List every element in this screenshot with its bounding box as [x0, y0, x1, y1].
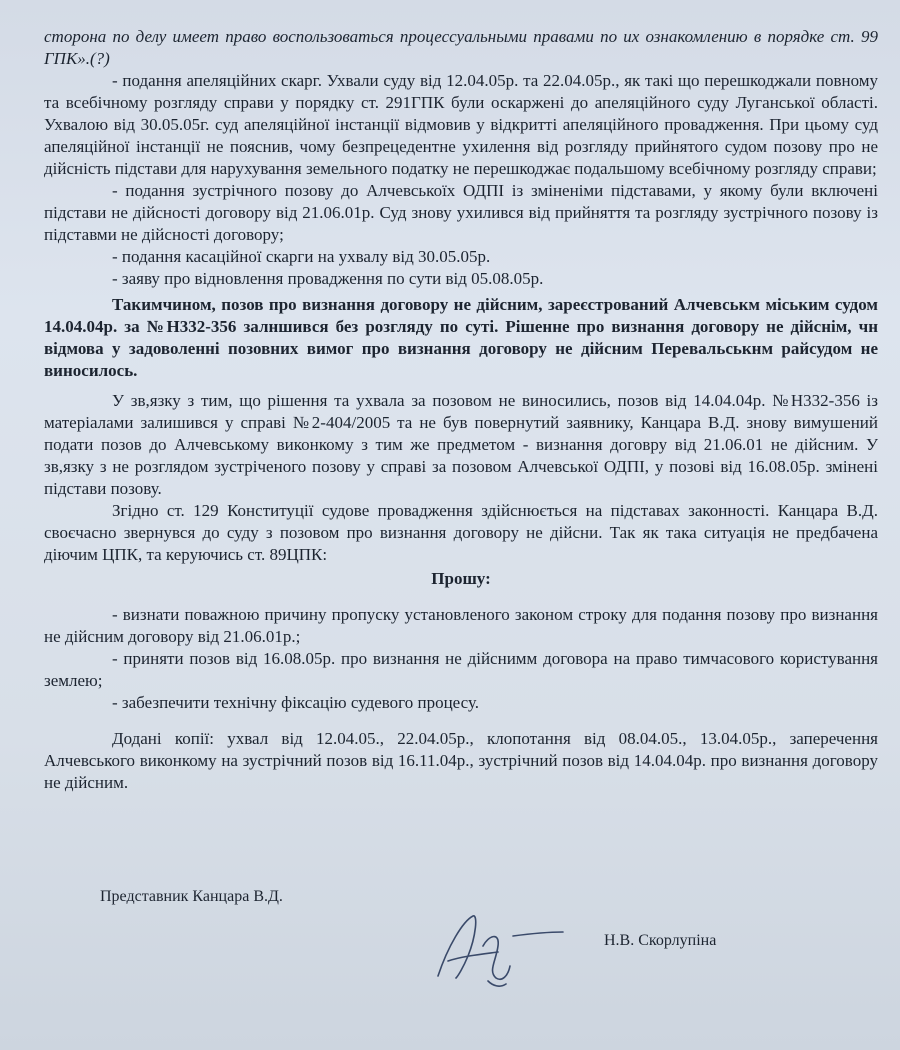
list-item-counterclaim: - подання зустрічного позову до Алчевськоїх ОДПІ із зміненіми підставами, у якому були включені підстави не дійсності договору від 21.06.01р. Суд знову ухилився від прийняття та розгляду зустрічного позову із підставми не дійсності договору;	[44, 181, 878, 244]
paragraph-summary: Такимчином, позов про визнання договору не дійсним, зареєстрований Алчевськм міським судом 14.04.04р. за №Н332-356 залншився без розгляду по суті. Рішенне про визнання договору не дійснім, чн відмова у задоволенні позовних вимог про визнання договору не дійсним Перевальськнм райсудом не виносилось.	[44, 295, 878, 380]
request-item-2: - приняти позов від 16.08.05р. про визнання не дійснимм договора на право тимчасового користування землею;	[44, 649, 878, 690]
paragraph-constitution: Згідно ст. 129 Конституції судове провадження здійснюється на підставах законності. Канцара В.Д. своєчасно звернувся до суду з позовом про визнання договору не дійсни. Так як така ситуація не предбачена діючим ЦПК, та керуючись ст. 89ЦПК:	[44, 501, 878, 564]
list-item-renewal: - заяву про відновлення провадження по сути від 05.08.05р.	[112, 269, 544, 288]
request-heading: Прошу:	[431, 569, 491, 588]
request-item-3: - забезпечити технічну фіксацію судевого процесу.	[112, 693, 480, 712]
paragraph-context: У зв,язку з тим, що рішення та ухвала за позовом не виносились, позов від 14.04.04р. №Н332-356 із матеріалами залишився у справі №2-404/2005 та не був повернутий заявнику, Канцара В.Д. знову вимушений подати позов до Алчевському виконкому з тим же предметом - визнання договру від 21.06.01 не дійсним. У зв,язку з не розглядом зустріченого позову у справі за позовом Алчевської ОДПІ, у позові від 16.08.05р. змінені підстави позову.	[44, 391, 878, 498]
signer-name: Н.В. Скорлупіна	[604, 932, 717, 949]
list-item-appeal: - подання апеляційних скарг. Ухвали суду від 12.04.05р. та 22.04.05р., як такі що перешкоджали повному та всебічному розгляду справи у порядку ст. 291ГПК були оскаржені до апеляційного суду Луганської області. Ухвалою від 30.05.05г. суд апеляційної інстанції відмовив у відкритті апеляційного провадження. При цьому суд апеляційної інстанції не пояснив, чому безпрецедентне ухилення від розгляду прийнятого судом позову про не дійсність підстави для нарухування земельного податку не перешкоджає подальшому всебічному розгляду справи;	[44, 71, 878, 178]
signature-image	[428, 906, 568, 996]
attachments: Додані копії: ухвал від 12.04.05., 22.04.05р., клопотання від 08.04.05., 13.04.05р., заперечення Алчевського виконкому на зустрічний позов від 16.11.04р., зустрічний позов від 14.04.04р. про визнання договору не дійсним.	[44, 729, 878, 792]
representative-label: Представник Канцара В.Д.	[100, 888, 283, 905]
list-item-cassation: - подання касаційної скарги на ухвалу від 30.05.05р.	[112, 247, 491, 266]
paragraph-quote-end: сторона по делу имеет право воспользоваться процессуальными правами по их ознакомлению в порядке ст. 99 ГПК».(?)	[44, 27, 878, 68]
request-item-1: - визнати поважною причину пропуску установленого законом строку для подання позову про визнання не дійсним договору від 21.06.01р.;	[44, 605, 878, 646]
